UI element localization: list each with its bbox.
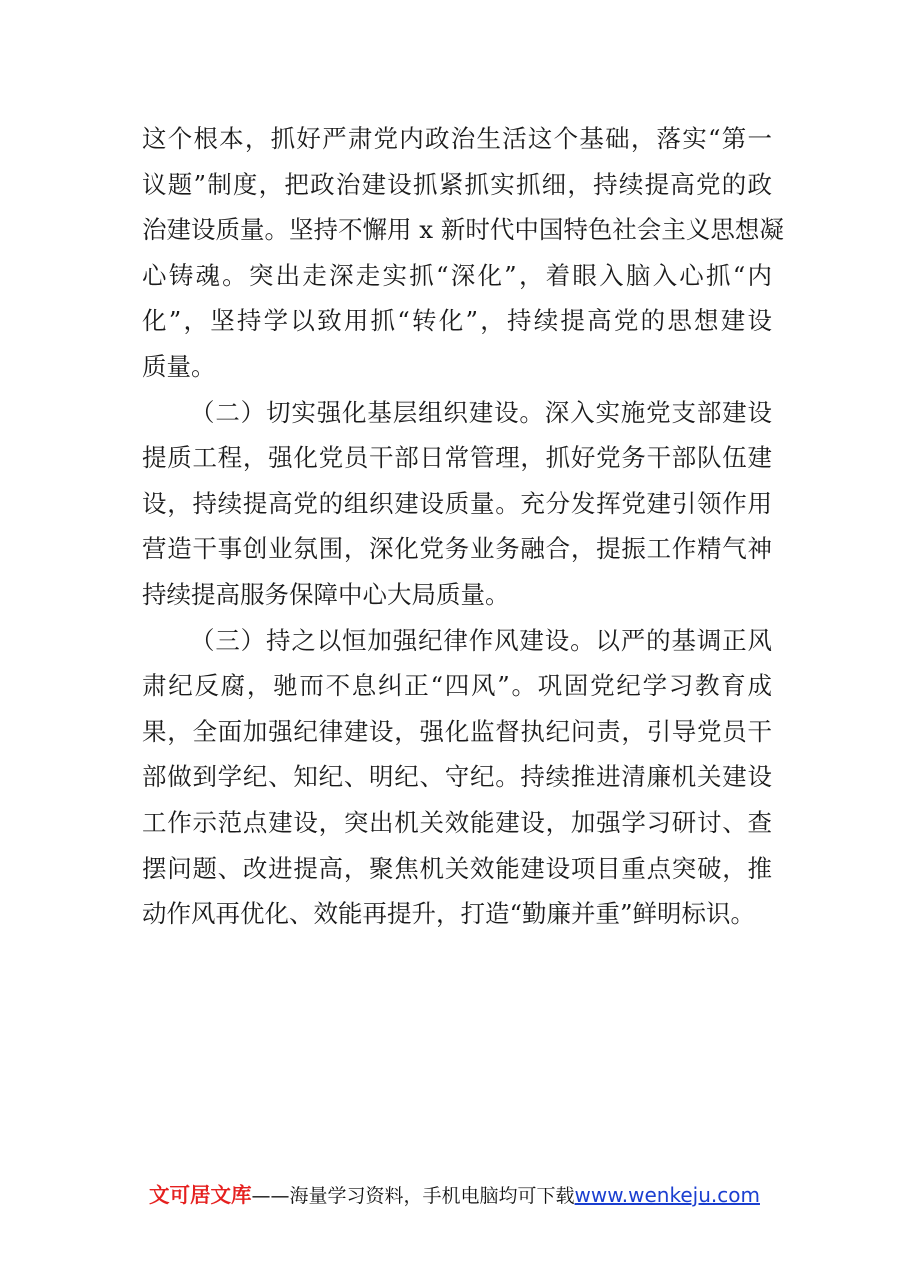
footer-banner: [0, 1180, 909, 1211]
paragraph-2-line-5: 持续提高服务保障中心大局质量。: [142, 579, 510, 609]
paragraph-1-line-5: 化”，坚持学以致用抓“转化”，持续提高党的思想建设: [142, 306, 772, 336]
paragraph-3-line-2: 肃纪反腐，驰而不息纠正“四风”。巩固党纪学习教育成: [142, 671, 772, 701]
footer-brand: 文可居文库: [149, 1183, 252, 1207]
paragraph-3-line-5: 工作示范点建设，突出机关效能建设，加强学习研讨、查: [142, 807, 772, 837]
paragraph-2-line-1: （二）切实强化基层组织建设。深入实施党支部建设: [190, 397, 772, 427]
document-body: [142, 123, 784, 944]
footer-tagline: ——海量学习资料，手机电脑均可下载: [251, 1185, 575, 1207]
paragraph-1-line-4: 心铸魂。突出走深走实抓“深化”，着眼入脑入心抓“内: [142, 260, 772, 290]
paragraph-3-line-1: （三）持之以恒加强纪律作风建设。以严的基调正风: [190, 625, 772, 655]
paragraph-3-line-6: 摆问题、改进提高，聚焦机关效能建设项目重点突破，推: [142, 853, 772, 883]
paragraph-3-line-3: 果，全面加强纪律建设，强化监督执纪问责，引导党员干: [142, 716, 772, 746]
paragraph-2-line-2: 提质工程，强化党员干部日常管理，抓好党务干部队伍建: [142, 443, 772, 473]
paragraph-1-line-1: 这个根本，抓好严肃党内政治生活这个基础，落实“第一: [142, 124, 772, 153]
paragraph-2-line-3: 设，持续提高党的组织建设质量。充分发挥党建引领作用: [142, 488, 772, 518]
paragraph-1-line-2: 议题”制度，把政治建设抓紧抓实抓细，持续提高党的政: [142, 169, 772, 199]
paragraph-1-line-6: 质量。: [142, 351, 216, 381]
paragraph-1-line-3: 治建设质量。坚持不懈用 x 新时代中国特色社会主义思想凝: [142, 215, 784, 245]
footer-website-link[interactable]: www.wenkeju.com: [574, 1183, 760, 1207]
paragraph-3-line-4: 部做到学纪、知纪、明纪、守纪。持续推进清廉机关建设: [142, 762, 772, 792]
paragraph-3-line-7: 动作风再优化、效能再提升，打造“勤廉并重”鲜明标识。: [142, 899, 756, 929]
paragraph-2-line-4: 营造干事创业氛围，深化党务业务融合，提振工作精气神: [142, 534, 772, 564]
